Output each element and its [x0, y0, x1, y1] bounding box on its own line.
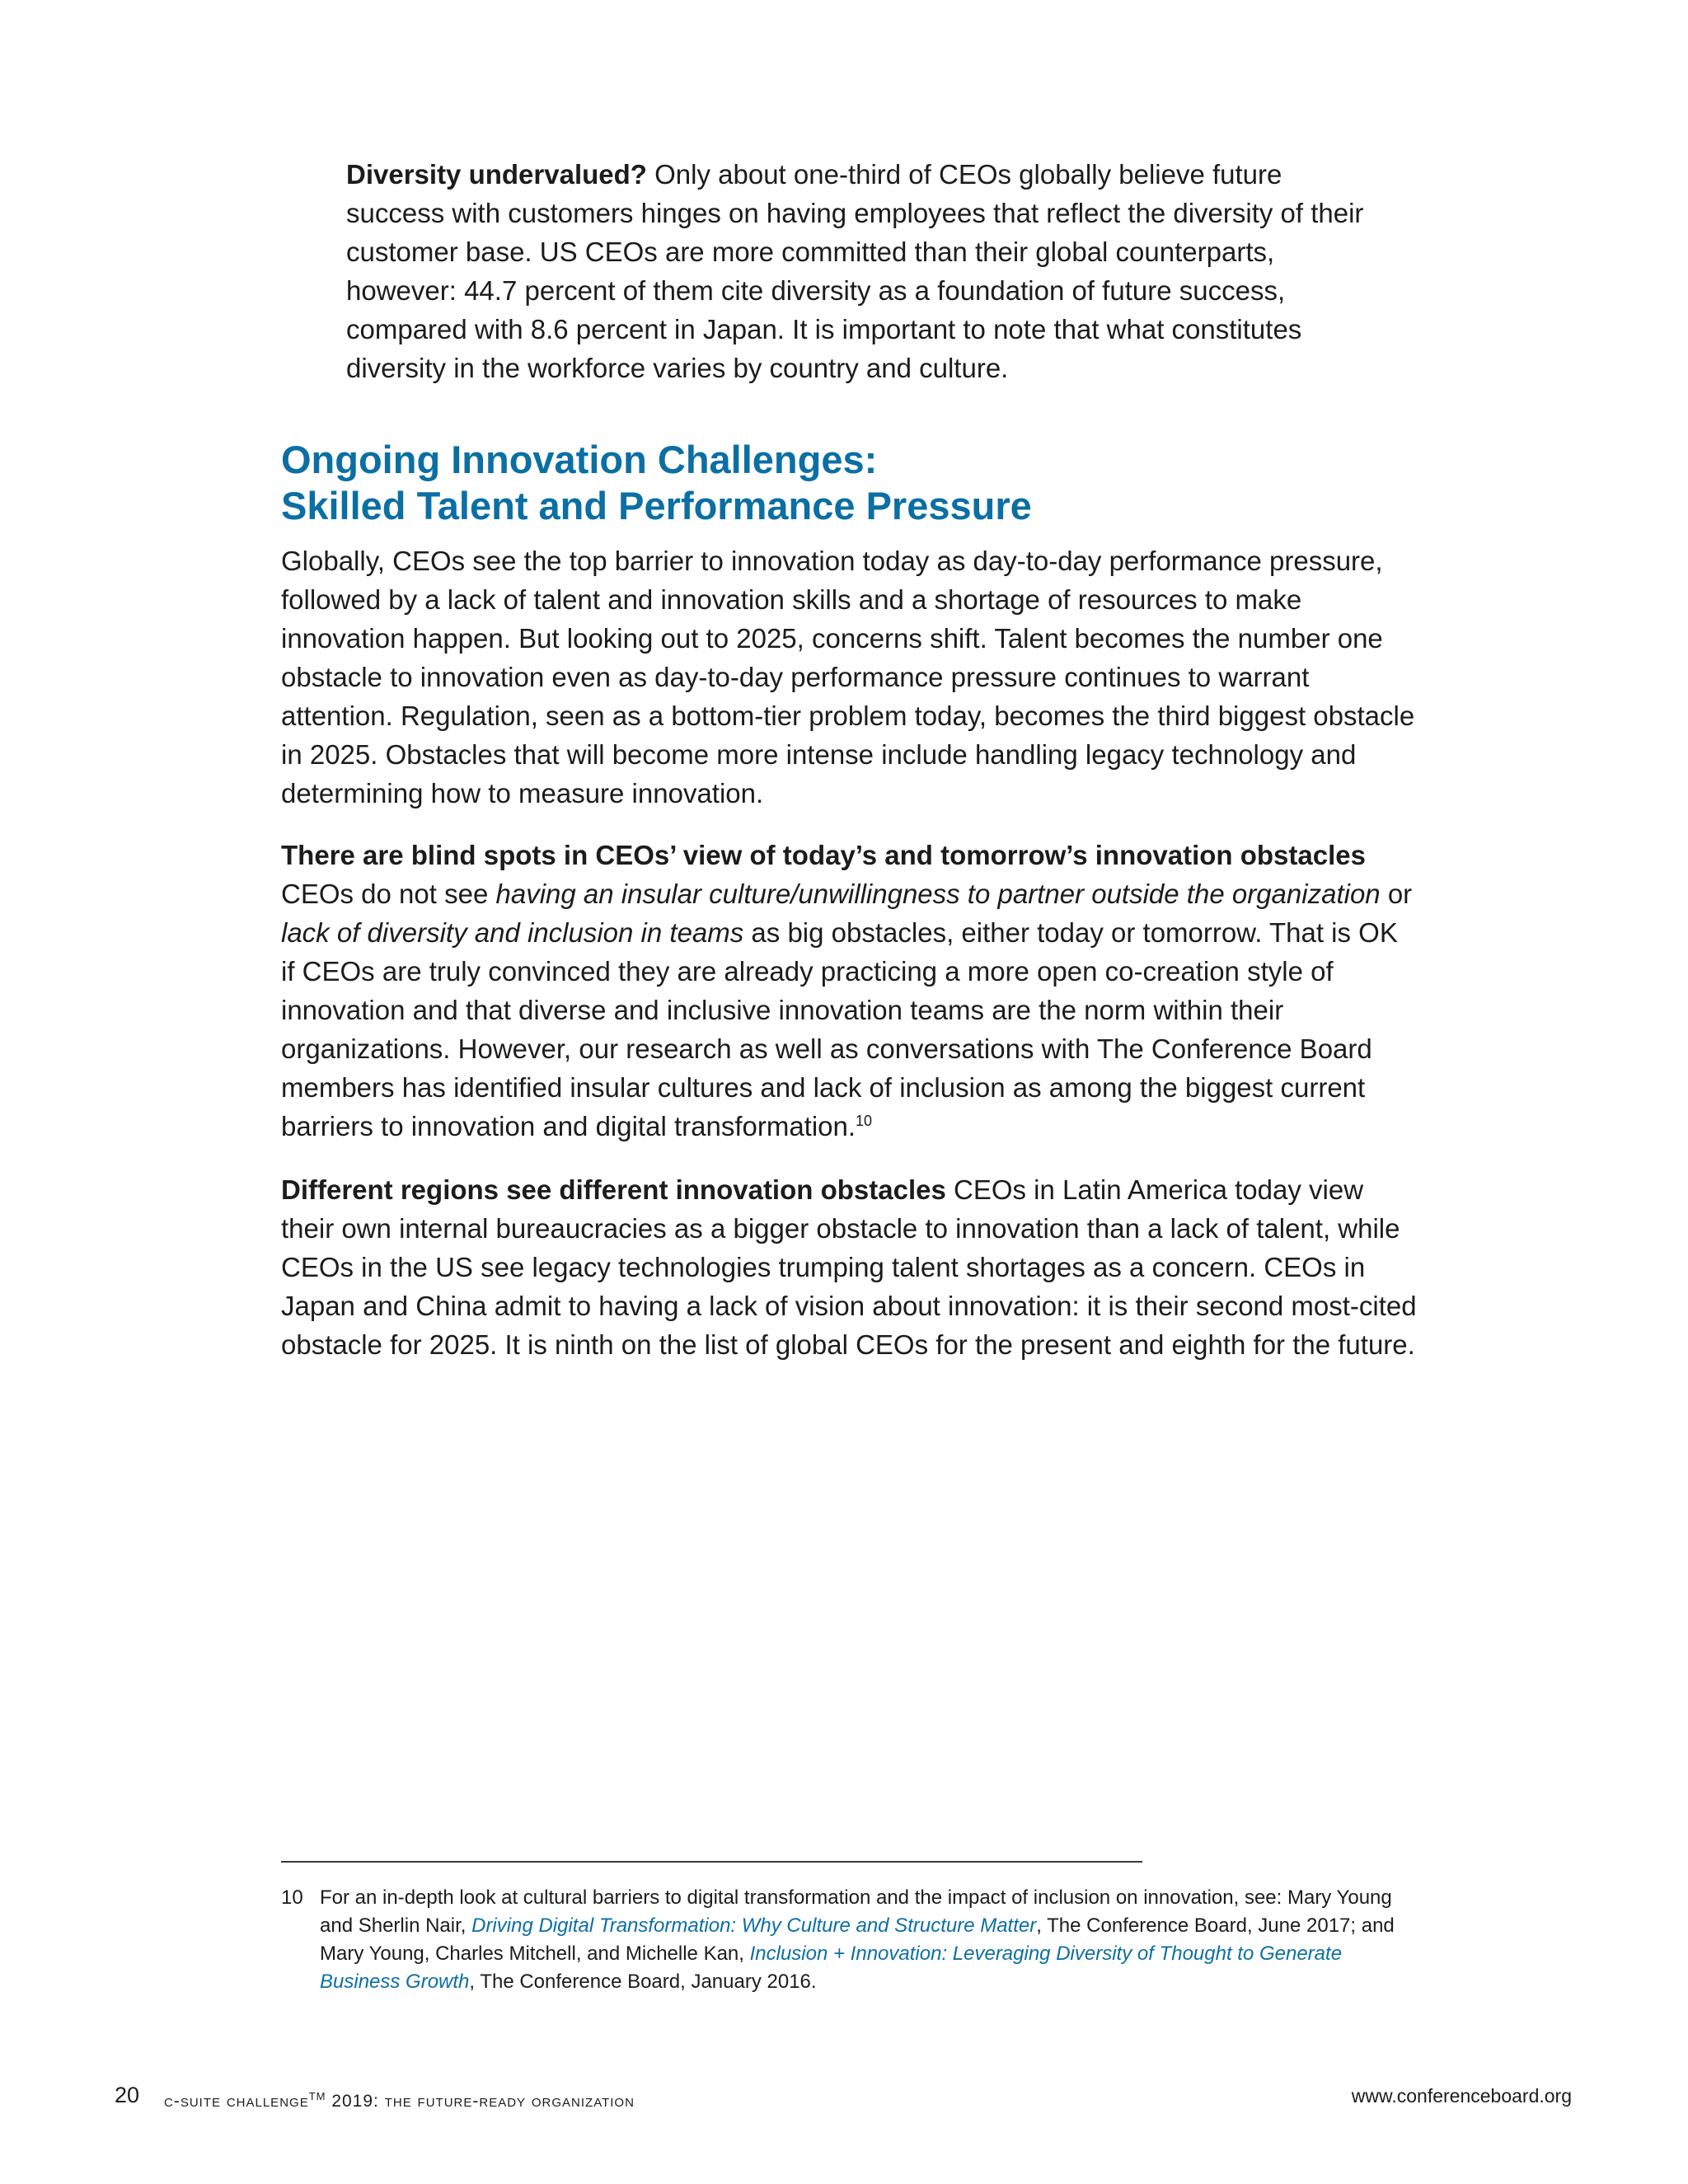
footnote-text [320, 1884, 1402, 1996]
footnote-link-inclusion-innovation[interactable]: Inclusion + Innovation: Leveraging Diversity of Thought to Generate Business Growth [320, 1943, 1343, 1993]
paragraph-blind-spots [281, 836, 1418, 1146]
trademark-mark: TM [308, 2090, 326, 2102]
section-heading-line2: Skilled Talent and Performance Pressure [281, 484, 1032, 527]
callout-lead: Diversity undervalued? [346, 159, 647, 190]
paragraph-regional-obstacles [281, 1170, 1418, 1364]
report-title [164, 2083, 635, 2116]
regional-text: CEOs in Latin America today view their own internal bureaucracies as a bigger obstacle to innovation than a lack of talent, while CEOs in the US see legacy technologies trumping talent shortages as a concern. CEOs in Japan and China admit to having a lack of vision about innovation: it is their second most-cited obstacle for 2025. It is ninth on the list of global CEOs for the present and eighth for the future. [281, 1174, 1417, 1360]
footnote-text-3: , The Conference Board, January 2016. [469, 1971, 817, 1993]
regional-lead: Different regions see different innovation obstacles [281, 1174, 946, 1205]
page-number: 20 [115, 2083, 140, 2107]
footnote-text-1: For an in-depth look at cultural barriers to digital transformation and the impact of inclusion on innovation, see: Mary Young and Sherlin Nair, [320, 1886, 1392, 1937]
blind-spots-italic-2: lack of diversity and inclusion in teams [281, 917, 744, 948]
blind-spots-lead: There are blind spots in CEOs’ view of today’s and tomorrow’s innovation obstacles [281, 840, 1366, 870]
blind-spots-text-3: as big obstacles, either today or tomorrow. That is OK if CEOs are truly convinced they are already practicing a more open co-creation style of innovation and that diverse and inclusive innovation teams are the norm within their organizations. However, our research as well as conversations with The Conference Board members has identified insular cultures and lack of inclusion as among the biggest current barriers to innovation and digital transformation. [281, 917, 1398, 1141]
footnote-divider [281, 1861, 1142, 1863]
diversity-callout [346, 155, 1368, 387]
footnote-text-2: , The Conference Board, June 2017; and Mary Young, Charles Mitchell, and Michelle Kan, [320, 1915, 1395, 1965]
website-url[interactable]: www.conferenceboard.org [1351, 2085, 1572, 2107]
page-footer [0, 2080, 1688, 2113]
section-heading-line1: Ongoing Innovation Challenges: [281, 438, 878, 481]
footnote-number: 10 [281, 1886, 303, 1909]
blind-spots-text-1: CEOs do not see [281, 879, 496, 909]
section-heading [281, 437, 1435, 529]
report-title-a: c-suite challenge [164, 2092, 309, 2111]
paragraph-top-barriers: Globally, CEOs see the top barrier to innovation today as day-to-day performance pressure, followed by a lack of talent and innovation skills and a shortage of resources to make innovation happen. But looking out to 2025, concerns shift. Talent becomes the number one obstacle to innovation even as day-to-day performance pressure continues to warrant attention. Regulation, seen as a bottom-tier problem today, becomes the third biggest obstacle in 2025. Obstacles that will become more intense include handling legacy technology and determining how to measure innovation. [281, 546, 1415, 808]
report-title-b: 2019: the future-ready organization [326, 2092, 635, 2111]
callout-text: Only about one-third of CEOs globally believe future success with customers hinges on having employees that reflect the diversity of their customer base. US CEOs are more committed than their global counterparts, however: 44.7 percent of them cite diversity as a foundation of future success, compared with 8.6 percent in Japan. It is important to note that what constitutes diversity in the workforce varies by country and culture. [346, 159, 1364, 383]
blind-spots-text-2: or [1380, 879, 1413, 909]
footnote-link-driving-digital[interactable]: Driving Digital Transformation: Why Culture and Structure Matter [471, 1915, 1037, 1937]
footnote [281, 1884, 1402, 1996]
blind-spots-italic-1: having an insular culture/unwillingness to partner outside the organization [495, 879, 1381, 909]
footnote-reference[interactable]: 10 [856, 1113, 873, 1129]
